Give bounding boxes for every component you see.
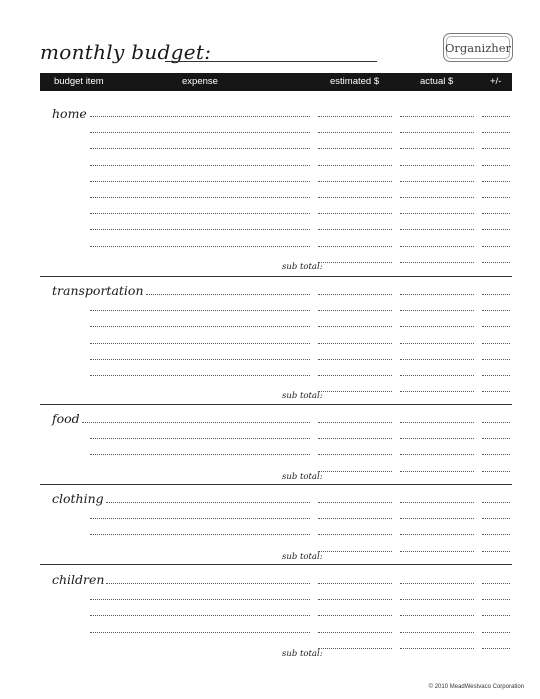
entry-line[interactable] xyxy=(482,391,510,392)
entry-line[interactable] xyxy=(318,246,392,247)
entry-line[interactable] xyxy=(482,197,510,198)
section-label: home xyxy=(52,106,87,121)
entry-line[interactable] xyxy=(318,294,392,295)
entry-line[interactable] xyxy=(318,165,392,166)
entry-line[interactable] xyxy=(90,181,310,182)
entry-line[interactable] xyxy=(400,648,474,649)
entry-line[interactable] xyxy=(482,116,510,117)
section-divider xyxy=(40,276,512,277)
entry-line[interactable] xyxy=(400,310,474,311)
entry-line[interactable] xyxy=(400,132,474,133)
subtotal-label: sub total: xyxy=(282,262,323,272)
section-label: children xyxy=(52,572,105,587)
entry-line[interactable] xyxy=(482,213,510,214)
section-transportation xyxy=(40,276,512,404)
entry-line[interactable] xyxy=(400,518,474,519)
entry-line[interactable] xyxy=(482,165,510,166)
entry-line[interactable] xyxy=(82,422,310,423)
entry-line[interactable] xyxy=(318,310,392,311)
entry-line[interactable] xyxy=(318,132,392,133)
entry-line[interactable] xyxy=(90,148,310,149)
entry-line[interactable] xyxy=(318,583,392,584)
entry-line[interactable] xyxy=(400,583,474,584)
entry-line[interactable] xyxy=(482,551,510,552)
entry-line[interactable] xyxy=(482,599,510,600)
entry-line[interactable] xyxy=(482,648,510,649)
entry-line[interactable] xyxy=(318,375,392,376)
column-header-bar xyxy=(40,73,512,91)
entry-line[interactable] xyxy=(400,181,474,182)
section-children xyxy=(40,564,512,664)
entry-line[interactable] xyxy=(318,648,392,649)
entry-line[interactable] xyxy=(318,422,392,423)
entry-line[interactable] xyxy=(482,615,510,616)
entry-line[interactable] xyxy=(400,213,474,214)
entry-line[interactable] xyxy=(400,326,474,327)
column-estimated: estimated $ xyxy=(330,76,380,87)
entry-line[interactable] xyxy=(318,359,392,360)
entry-line[interactable] xyxy=(400,551,474,552)
entry-line[interactable] xyxy=(400,502,474,503)
entry-line[interactable] xyxy=(400,165,474,166)
entry-line[interactable] xyxy=(400,229,474,230)
section-food xyxy=(40,404,512,484)
entry-line[interactable] xyxy=(90,438,310,439)
entry-line[interactable] xyxy=(400,422,474,423)
section-divider xyxy=(40,564,512,565)
entry-line[interactable] xyxy=(90,454,310,455)
entry-line[interactable] xyxy=(318,213,392,214)
entry-line[interactable] xyxy=(482,246,510,247)
subtotal-label: sub total: xyxy=(282,391,323,401)
entry-line[interactable] xyxy=(400,197,474,198)
page-title: monthly budget: xyxy=(40,40,212,64)
entry-line[interactable] xyxy=(400,359,474,360)
entry-line[interactable] xyxy=(482,375,510,376)
entry-line[interactable] xyxy=(90,310,310,311)
column-difference: +/- xyxy=(490,76,502,87)
entry-line[interactable] xyxy=(90,632,310,633)
entry-line[interactable] xyxy=(400,343,474,344)
entry-line[interactable] xyxy=(400,534,474,535)
section-home xyxy=(40,100,512,276)
entry-line[interactable] xyxy=(90,375,310,376)
entry-line[interactable] xyxy=(90,116,310,117)
entry-line[interactable] xyxy=(482,502,510,503)
entry-line[interactable] xyxy=(400,599,474,600)
section-divider xyxy=(40,404,512,405)
subtotal-label: sub total: xyxy=(282,649,323,659)
entry-line[interactable] xyxy=(90,599,310,600)
section-divider xyxy=(40,484,512,485)
entry-line[interactable] xyxy=(400,116,474,117)
entry-line[interactable] xyxy=(482,534,510,535)
entry-line[interactable] xyxy=(482,583,510,584)
entry-line[interactable] xyxy=(90,534,310,535)
entry-line[interactable] xyxy=(482,632,510,633)
entry-line[interactable] xyxy=(400,246,474,247)
entry-line[interactable] xyxy=(400,632,474,633)
entry-line[interactable] xyxy=(90,197,310,198)
entry-line[interactable] xyxy=(318,502,392,503)
subtotal-label: sub total: xyxy=(282,472,323,482)
entry-line[interactable] xyxy=(318,438,392,439)
entry-line[interactable] xyxy=(106,583,310,584)
entry-line[interactable] xyxy=(318,454,392,455)
entry-line[interactable] xyxy=(482,181,510,182)
entry-line[interactable] xyxy=(482,471,510,472)
entry-line[interactable] xyxy=(482,343,510,344)
entry-line[interactable] xyxy=(482,262,510,263)
entry-line[interactable] xyxy=(482,422,510,423)
section-label: clothing xyxy=(52,491,104,506)
entry-line[interactable] xyxy=(400,148,474,149)
entry-line[interactable] xyxy=(482,438,510,439)
section-label: transportation xyxy=(52,283,144,298)
entry-line[interactable] xyxy=(90,326,310,327)
entry-line[interactable] xyxy=(90,246,310,247)
entry-line[interactable] xyxy=(400,391,474,392)
entry-line[interactable] xyxy=(318,615,392,616)
entry-line[interactable] xyxy=(90,165,310,166)
column-actual: actual $ xyxy=(420,76,454,87)
entry-line[interactable] xyxy=(400,262,474,263)
entry-line[interactable] xyxy=(106,502,310,503)
brand-name: Organizher xyxy=(445,40,511,55)
entry-line[interactable] xyxy=(318,632,392,633)
column-expense: expense xyxy=(182,76,218,87)
entry-line[interactable] xyxy=(318,471,392,472)
entry-line[interactable] xyxy=(482,359,510,360)
entry-line[interactable] xyxy=(318,391,392,392)
section-clothing xyxy=(40,484,512,564)
entry-line[interactable] xyxy=(90,213,310,214)
entry-line[interactable] xyxy=(318,534,392,535)
entry-line[interactable] xyxy=(482,518,510,519)
entry-line[interactable] xyxy=(400,615,474,616)
entry-line[interactable] xyxy=(90,518,310,519)
entry-line[interactable] xyxy=(318,551,392,552)
entry-line[interactable] xyxy=(482,229,510,230)
entry-line[interactable] xyxy=(482,310,510,311)
entry-line[interactable] xyxy=(90,132,310,133)
entry-line[interactable] xyxy=(482,148,510,149)
entry-line[interactable] xyxy=(318,326,392,327)
entry-line[interactable] xyxy=(90,359,310,360)
brand-logo xyxy=(443,33,513,62)
section-label: food xyxy=(52,411,80,426)
copyright-footer: © 2010 MeadWestvaco Corporation xyxy=(428,684,524,690)
entry-line[interactable] xyxy=(400,471,474,472)
entry-line[interactable] xyxy=(400,294,474,295)
entry-line[interactable] xyxy=(318,599,392,600)
entry-line[interactable] xyxy=(482,454,510,455)
entry-line[interactable] xyxy=(482,132,510,133)
entry-line[interactable] xyxy=(90,615,310,616)
entry-line[interactable] xyxy=(318,343,392,344)
entry-line[interactable] xyxy=(318,181,392,182)
entry-line[interactable] xyxy=(482,326,510,327)
entry-line[interactable] xyxy=(482,294,510,295)
title-underline xyxy=(165,61,377,62)
entry-line[interactable] xyxy=(400,438,474,439)
column-budget-item: budget item xyxy=(54,76,104,87)
entry-line[interactable] xyxy=(90,229,310,230)
entry-line[interactable] xyxy=(318,518,392,519)
entry-line[interactable] xyxy=(318,197,392,198)
entry-line[interactable] xyxy=(146,294,311,295)
entry-line[interactable] xyxy=(318,262,392,263)
entry-line[interactable] xyxy=(318,148,392,149)
entry-line[interactable] xyxy=(90,343,310,344)
entry-line[interactable] xyxy=(400,375,474,376)
subtotal-label: sub total: xyxy=(282,552,323,562)
entry-line[interactable] xyxy=(318,116,392,117)
entry-line[interactable] xyxy=(318,229,392,230)
entry-line[interactable] xyxy=(400,454,474,455)
